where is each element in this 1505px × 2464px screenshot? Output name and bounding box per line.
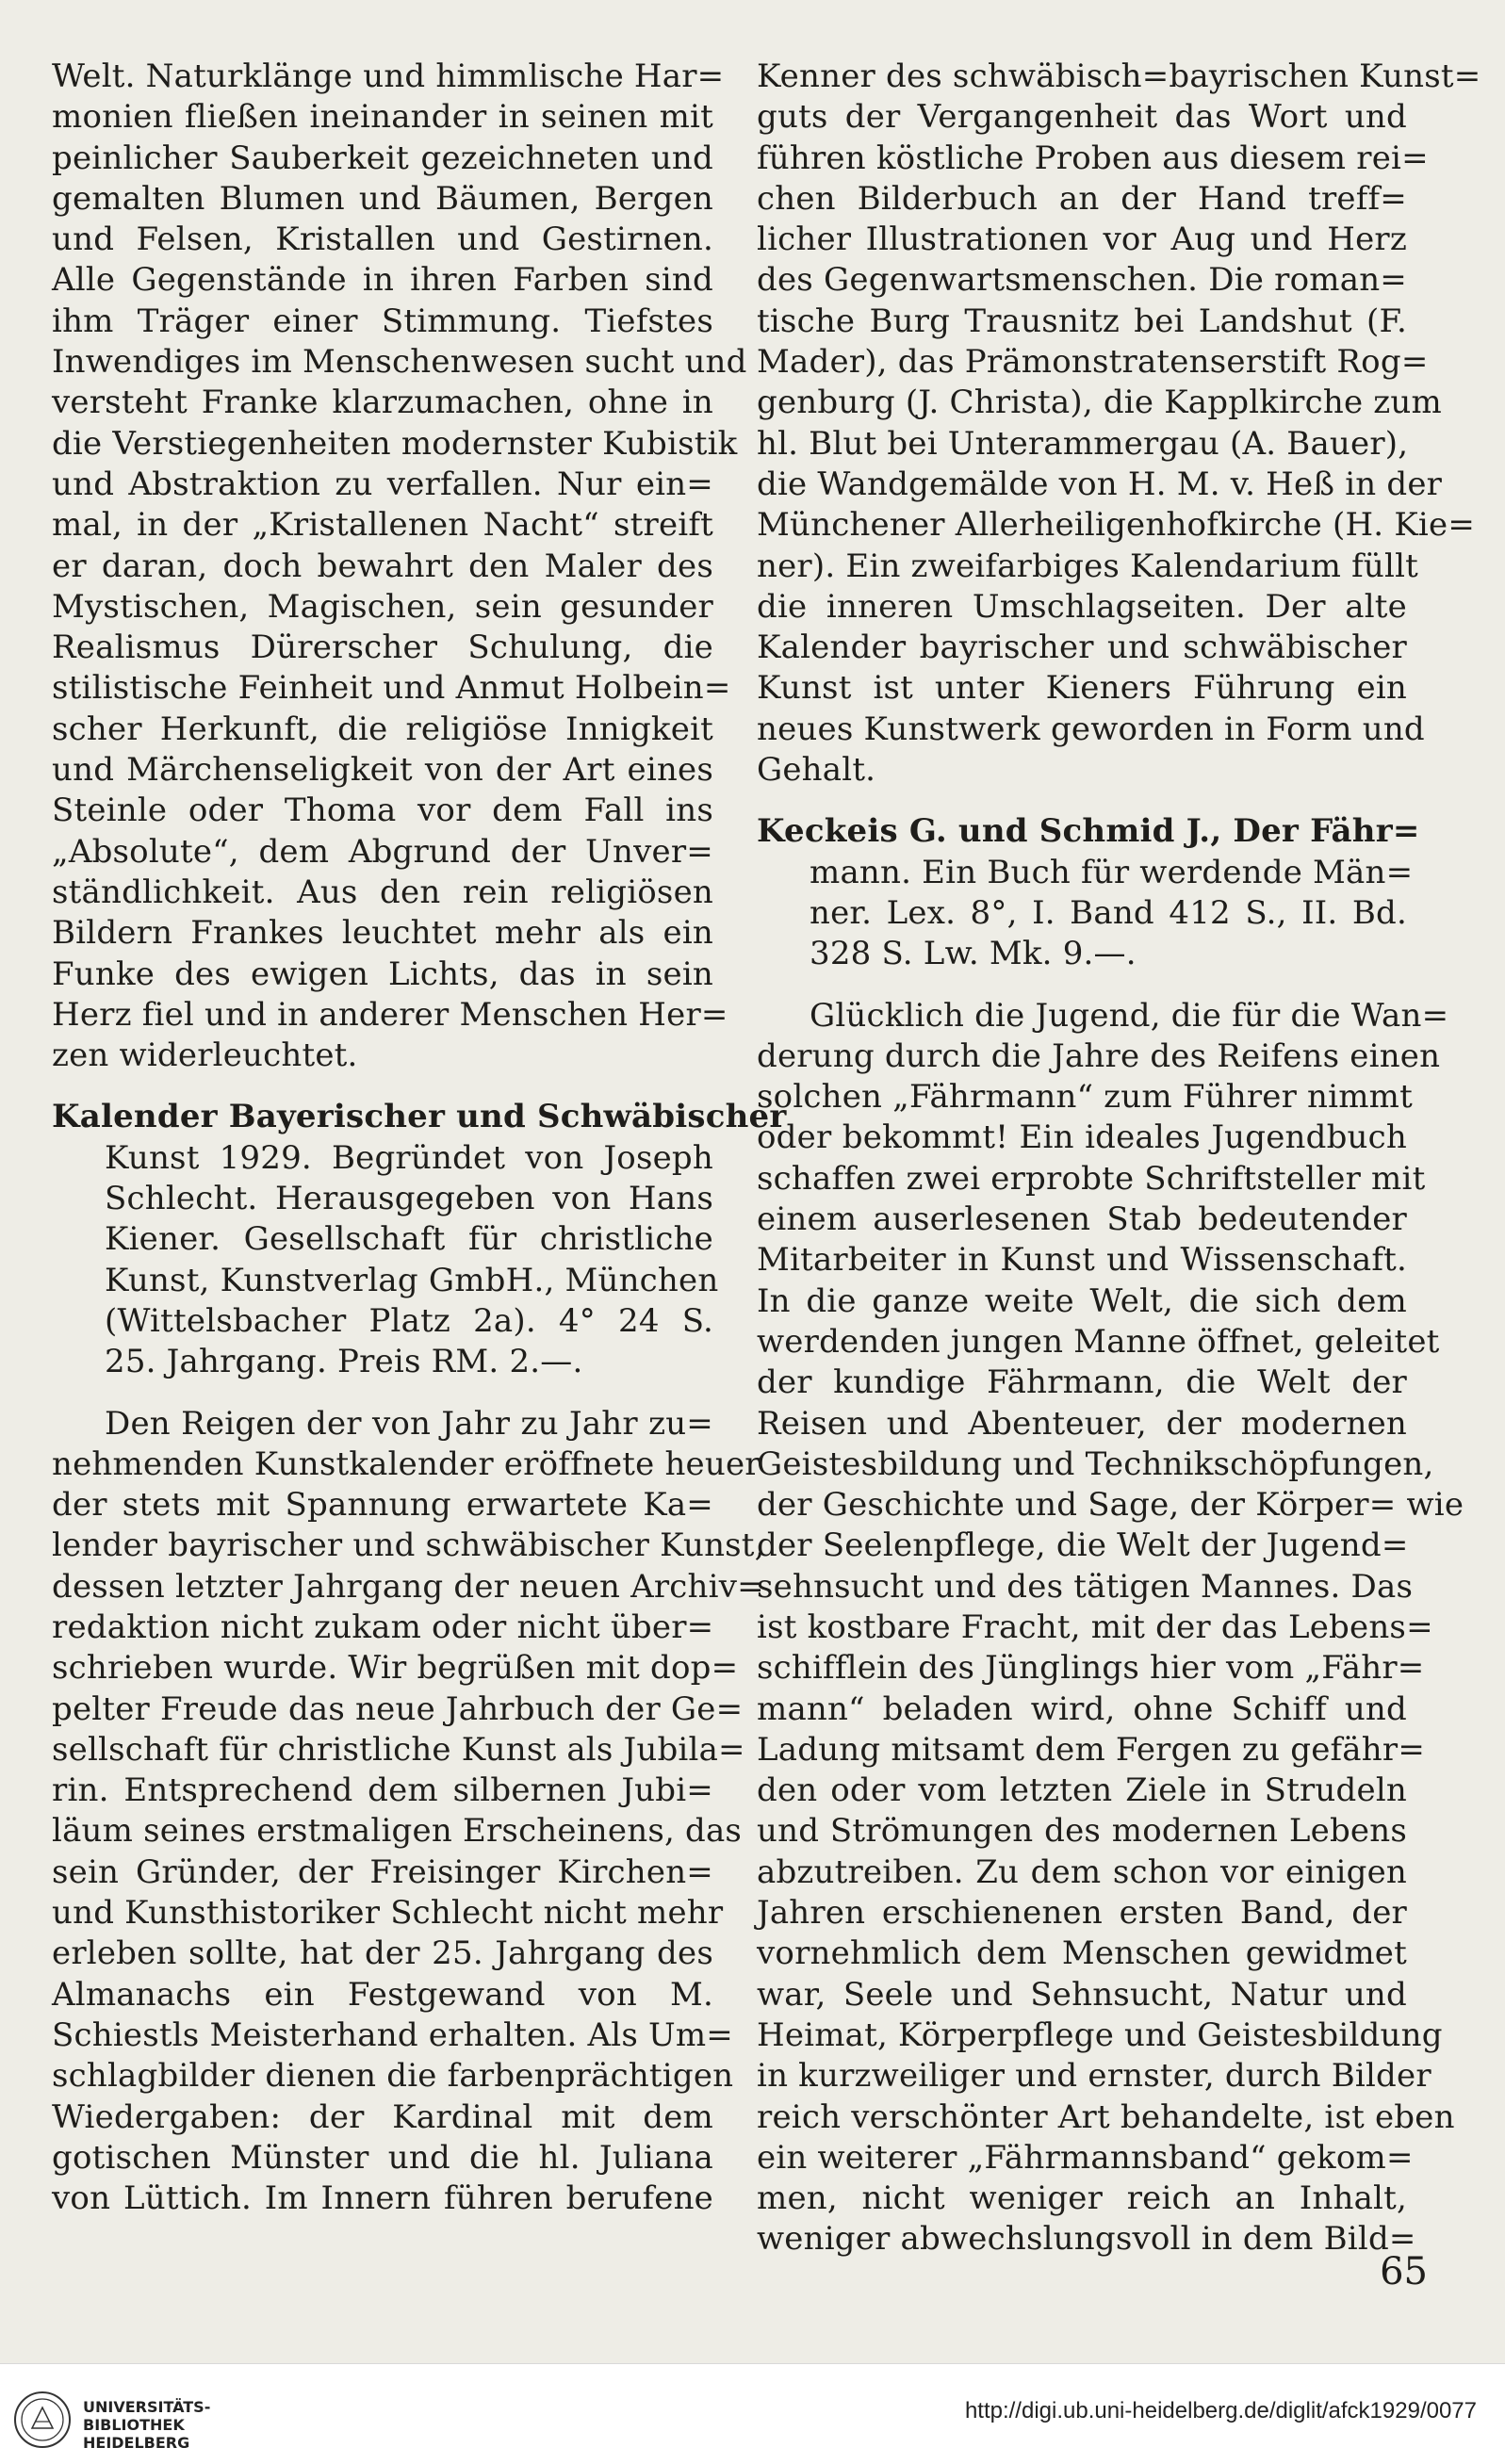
text-line: war, Seele und Sehnsucht, Natur und bbox=[757, 1975, 1407, 2014]
text-line: mann. Ein Buch für werdende Män= bbox=[810, 853, 1414, 891]
text-line: rin. Entsprechend dem silbernen Jubi= bbox=[52, 1771, 713, 1810]
paragraph-gap bbox=[757, 791, 1407, 811]
text-line: die Verstiegenheiten modernster Kubistik bbox=[52, 424, 738, 463]
text-line: läum seines erstmaligen Erscheinens, das bbox=[52, 1812, 743, 1851]
text-line: von Lüttich. Im Innern führen berufene bbox=[52, 2179, 713, 2218]
text-line: versteht Franke klarzumachen, ohne in bbox=[52, 383, 713, 422]
text-line: schrieben wurde. Wir begrüßen mit dop= bbox=[52, 1649, 739, 1688]
text-line: ner). Ein zweifarbiges Kalendarium füllt bbox=[757, 547, 1419, 585]
paragraph-gap bbox=[757, 975, 1407, 996]
entry-heading-line: Keckeis G. und Schmid J., Der Fähr= bbox=[757, 812, 1420, 851]
text-line: „Absolute“, dem Abgrund der Unver= bbox=[52, 832, 713, 871]
text-line: Kunst, Kunstverlag GmbH., München bbox=[105, 1261, 719, 1299]
text-line: den oder vom letzten Ziele in Strudeln bbox=[757, 1771, 1407, 1810]
text-line: mal, in der „Kristallenen Nacht“ streift bbox=[52, 506, 713, 545]
text-line: abzutreiben. Zu dem schon vor einigen bbox=[757, 1852, 1407, 1891]
library-name bbox=[83, 2398, 210, 2452]
text-line: nehmenden Kunstkalender eröffnete heuer bbox=[52, 1444, 761, 1483]
text-line: Heimat, Körperpflege und Geistesbildung bbox=[757, 2015, 1443, 2054]
text-line: Mader), das Prämonstratenserstift Rog= bbox=[757, 343, 1429, 382]
text-line: Kunst 1929. Begründet von Joseph bbox=[105, 1138, 713, 1177]
text-line: hl. Blut bei Unterammergau (A. Bauer), bbox=[757, 424, 1409, 463]
text-line: men, nicht weniger reich an Inhalt, bbox=[757, 2179, 1407, 2218]
text-line: Wiedergaben: der Kardinal mit dem bbox=[52, 2097, 713, 2136]
text-line: schifflein des Jünglings hier vom „Fähr= bbox=[757, 1649, 1425, 1688]
text-line: Den Reigen der von Jahr zu Jahr zu= bbox=[105, 1404, 713, 1443]
text-line: der Seelenpflege, die Welt der Jugend= bbox=[757, 1526, 1409, 1565]
text-line: Mystischen, Magischen, sein gesunder bbox=[52, 587, 713, 626]
text-line: chen Bilderbuch an der Hand treff= bbox=[757, 179, 1407, 218]
text-line: Steinle oder Thoma vor dem Fall ins bbox=[52, 791, 713, 830]
text-line: der Geschichte und Sage, der Körper= wie bbox=[757, 1486, 1464, 1525]
text-line: Kalender bayrischer und schwäbischer bbox=[757, 628, 1407, 667]
text-line: sehnsucht und des tätigen Mannes. Das bbox=[757, 1567, 1414, 1606]
text-line: Ladung mitsamt dem Fergen zu gefähr= bbox=[757, 1730, 1426, 1769]
text-line: Reisen und Abenteuer, der modernen bbox=[757, 1404, 1407, 1443]
text-line: des Gegenwartsmenschen. Die roman= bbox=[757, 261, 1407, 300]
library-line-2: BIBLIOTHEK bbox=[83, 2416, 185, 2434]
text-line: lender bayrischer und schwäbischer Kunst, bbox=[52, 1526, 765, 1565]
text-line: Bildern Frankes leuchtet mehr als ein bbox=[52, 914, 713, 953]
text-line: Münchener Allerheiligenhofkirche (H. Kie= bbox=[757, 506, 1476, 545]
text-line: scher Herkunft, die religiöse Innigkeit bbox=[52, 710, 713, 748]
text-line: die Wandgemälde von H. M. v. Heß in der bbox=[757, 465, 1443, 503]
text-line: ist kostbare Fracht, mit der das Lebens= bbox=[757, 1607, 1433, 1646]
paragraph-gap bbox=[52, 1383, 713, 1404]
text-line: Kiener. Gesellschaft für christliche bbox=[105, 1220, 713, 1259]
text-line: schlagbilder dienen die farbenprächtigen bbox=[52, 2057, 734, 2096]
text-line: er daran, doch bewahrt den Maler des bbox=[52, 547, 713, 585]
text-line: Schiestls Meisterhand erhalten. Als Um= bbox=[52, 2015, 733, 2054]
text-line: gotischen Münster und die hl. Juliana bbox=[52, 2138, 713, 2177]
text-line: ein weiterer „Fährmannsband“ gekom= bbox=[757, 2138, 1414, 2177]
text-line: redaktion nicht zukam oder nicht über= bbox=[52, 1607, 714, 1646]
text-line: licher Illustrationen vor Aug und Herz bbox=[757, 220, 1407, 259]
text-line: und Strömungen des modernen Lebens bbox=[757, 1812, 1407, 1851]
text-line: Funke des ewigen Lichts, das in sein bbox=[52, 955, 713, 993]
text-line: oder bekommt! Ein ideales Jugendbuch bbox=[757, 1118, 1407, 1157]
text-line: monien fließen ineinander in seinen mit bbox=[52, 98, 713, 137]
text-line: neues Kunstwerk geworden in Form und bbox=[757, 710, 1425, 748]
library-line-1: UNIVERSITÄTS- bbox=[83, 2398, 211, 2416]
text-line: mann“ beladen wird, ohne Schiff und bbox=[757, 1689, 1407, 1728]
text-line: und Märchenseligkeit von der Art eines bbox=[52, 751, 713, 790]
text-line: peinlicher Sauberkeit gezeichneten und bbox=[52, 139, 713, 177]
text-line: Jahren erschienenen ersten Band, der bbox=[757, 1894, 1407, 1933]
text-line: zen widerleuchtet. bbox=[52, 1036, 358, 1075]
page-number: 65 bbox=[1380, 2250, 1428, 2293]
source-url[interactable]: http://digi.ub.uni-heidelberg.de/diglit/afck1929/0077 bbox=[964, 2398, 1477, 2423]
text-line: dessen letzter Jahrgang der neuen Archiv= bbox=[52, 1567, 764, 1606]
text-line: die inneren Umschlagseiten. Der alte bbox=[757, 587, 1407, 626]
text-line: pelter Freude das neue Jahrbuch der Ge= bbox=[52, 1689, 744, 1728]
text-line: 328 S. Lw. Mk. 9.—. bbox=[810, 935, 1137, 973]
text-line: In die ganze weite Welt, die sich dem bbox=[757, 1281, 1407, 1320]
text-line: einem auserlesenen Stab bedeutender bbox=[757, 1200, 1407, 1239]
text-line: in kurzweiliger und ernster, durch Bilder bbox=[757, 2057, 1431, 2096]
library-line-3: HEIDELBERG bbox=[83, 2434, 190, 2452]
text-line: und Felsen, Kristallen und Gestirnen. bbox=[52, 220, 713, 259]
entry-heading-line: Kalender Bayerischer und Schwäbischer bbox=[52, 1098, 787, 1136]
text-line: und Kunsthistoriker Schlecht nicht mehr bbox=[52, 1894, 724, 1933]
text-line: Kunst ist unter Kieners Führung ein bbox=[757, 669, 1407, 708]
text-line: Inwendiges im Menschenwesen sucht und bbox=[52, 343, 747, 382]
text-line: Alle Gegenstände in ihren Farben sind bbox=[52, 261, 713, 300]
text-line: führen köstliche Proben aus diesem rei= bbox=[757, 139, 1429, 177]
text-line: sein Gründer, der Freisinger Kirchen= bbox=[52, 1852, 713, 1891]
text-line: (Wittelsbacher Platz 2a). 4° 24 S. bbox=[105, 1301, 713, 1340]
text-line: ständlichkeit. Aus den rein religiösen bbox=[52, 873, 713, 911]
text-line: ihm Träger einer Stimmung. Tiefstes bbox=[52, 302, 713, 340]
text-line: sellschaft für christliche Kunst als Jubila= bbox=[52, 1730, 745, 1769]
text-line: werdenden jungen Manne öffnet, geleitet bbox=[757, 1322, 1440, 1361]
text-line: Almanachs ein Festgewand von M. bbox=[52, 1975, 713, 2014]
text-line: reich verschönter Art behandelte, ist eben bbox=[757, 2097, 1455, 2136]
right-column bbox=[757, 57, 1481, 2260]
text-line: der stets mit Spannung erwartete Ka= bbox=[52, 1486, 713, 1525]
text-line: Welt. Naturklänge und himmlische Har= bbox=[52, 57, 725, 95]
text-line: schaffen zwei erprobte Schriftsteller mit bbox=[757, 1159, 1426, 1198]
text-line: Mitarbeiter in Kunst und Wissenschaft. bbox=[757, 1241, 1407, 1280]
text-line: ner. Lex. 8°, I. Band 412 S., II. Bd. bbox=[810, 893, 1407, 932]
text-line: und Abstraktion zu verfallen. Nur ein= bbox=[52, 465, 713, 503]
text-line: tische Burg Trausnitz bei Landshut (F. bbox=[757, 302, 1407, 340]
text-line: Glücklich die Jugend, die für die Wan= bbox=[810, 996, 1449, 1035]
left-column bbox=[52, 57, 787, 2219]
text-line: stilistische Feinheit und Anmut Holbein= bbox=[52, 669, 731, 708]
text-line: 25. Jahrgang. Preis RM. 2.—. bbox=[105, 1343, 583, 1381]
text-line: gemalten Blumen und Bäumen, Bergen bbox=[52, 179, 713, 218]
paragraph-gap bbox=[52, 1076, 713, 1097]
text-line: vornehmlich dem Menschen gewidmet bbox=[757, 1934, 1407, 1973]
text-line: Kenner des schwäbisch=bayrischen Kunst= bbox=[757, 57, 1481, 95]
university-seal-icon bbox=[13, 2391, 72, 2449]
text-line: weniger abwechslungsvoll in dem Bild= bbox=[757, 2220, 1416, 2259]
text-line: solchen „Fährmann“ zum Führer nimmt bbox=[757, 1078, 1413, 1117]
text-line: Geistesbildung und Technikschöpfungen, bbox=[757, 1444, 1434, 1483]
text-line: genburg (J. Christa), die Kapplkirche zum bbox=[757, 383, 1442, 422]
text-line: Schlecht. Herausgegeben von Hans bbox=[105, 1180, 713, 1218]
footer-bar bbox=[0, 2363, 1505, 2464]
text-line: Herz fiel und in anderer Menschen Her= bbox=[52, 995, 728, 1034]
text-line: derung durch die Jahre des Reifens einen bbox=[757, 1036, 1441, 1075]
text-line: Realismus Dürerscher Schulung, die bbox=[52, 628, 713, 667]
text-line: Gehalt. bbox=[757, 751, 876, 790]
text-line: guts der Vergangenheit das Wort und bbox=[757, 98, 1407, 137]
text-line: erleben sollte, hat der 25. Jahrgang des bbox=[52, 1934, 713, 1973]
text-line: der kundige Fährmann, die Welt der bbox=[757, 1363, 1407, 1402]
